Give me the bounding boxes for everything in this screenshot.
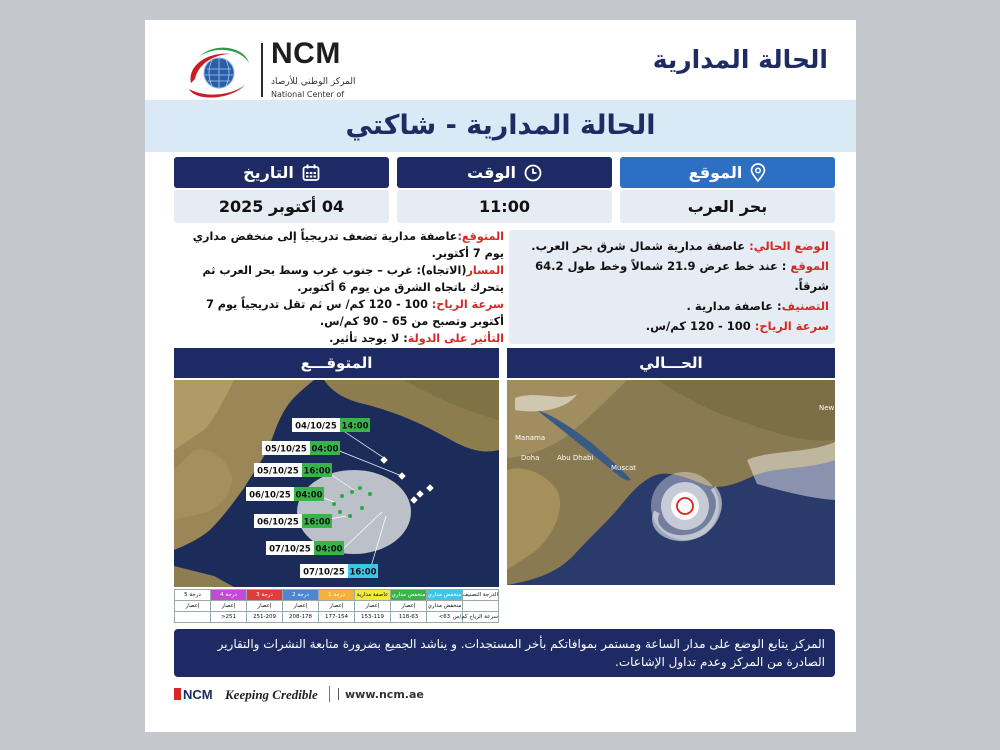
legend-cell: منخفض مداري bbox=[427, 601, 463, 612]
website-link[interactable]: www.ncm.ae bbox=[338, 688, 424, 701]
position-label: الموقع bbox=[790, 259, 829, 273]
status-label: الوضع الحالي: bbox=[749, 239, 829, 253]
intensity-legend-table bbox=[174, 589, 499, 623]
current-map-title: الحـــالي bbox=[507, 348, 835, 378]
legend-row bbox=[175, 612, 499, 623]
forecast-map-title: المتوقـــع bbox=[174, 348, 499, 378]
calendar-icon bbox=[302, 164, 320, 182]
position-text: : عند خط عرض 21.9 شمالاً وخط طول 64.2 شرقاً. bbox=[535, 259, 829, 293]
legend-cell: درجة 2 bbox=[283, 590, 319, 601]
footer-logo-mark-icon bbox=[174, 688, 181, 700]
legend-cell: إعصار bbox=[319, 601, 355, 612]
track-date-4: 06/10/25 bbox=[257, 517, 299, 528]
footer-divider bbox=[329, 686, 330, 702]
current-wind-text: 100 - 120 كم/س. bbox=[645, 319, 751, 333]
satellite-image bbox=[507, 380, 835, 585]
legend-cell: درجة 1 bbox=[319, 590, 355, 601]
legend-cell: منخفض مداري bbox=[427, 590, 463, 601]
legend-cell: 118-63 bbox=[391, 612, 427, 623]
path-text: (الاتجاه): غرب – جنوب غرب وسط بحر العرب ثم يتحرك باتجاه الشرق من يوم 6 أكتوبر. bbox=[202, 264, 504, 294]
public-notice: المركز يتابع الوضع على مدار الساعة ومستمر بموافاتكم بأخر المستجدات. و يناشد الجميع بضرورة متابعة النشرات والتقارير الصادرة من المركز وعدم تداول الإشاعات. bbox=[174, 629, 835, 677]
path-label: المسار bbox=[466, 264, 504, 277]
location-pin-icon bbox=[750, 164, 766, 182]
clock-icon bbox=[524, 164, 542, 182]
classification-label: التصنيف bbox=[781, 299, 829, 313]
legend-cell: 251< bbox=[211, 612, 247, 623]
label-muscat: Muscat bbox=[611, 464, 637, 472]
expected-label: المتوقع: bbox=[457, 230, 504, 243]
legend-cell: درجة 5 bbox=[175, 590, 211, 601]
legend-row bbox=[175, 601, 499, 612]
legend-cell: إعصار bbox=[391, 601, 427, 612]
track-date-2: 05/10/25 bbox=[257, 466, 299, 477]
location-header bbox=[620, 157, 835, 188]
time-label: الوقت bbox=[467, 163, 516, 182]
legend-cell: إعصار bbox=[247, 601, 283, 612]
legend-row bbox=[175, 590, 499, 601]
track-time-2: 16:00 bbox=[303, 466, 331, 477]
forecast-details bbox=[174, 228, 504, 346]
expected-text: عاصفة مدارية تضعف تدريجياً إلى منخفض مداري يوم 7 أكتوبر. bbox=[192, 230, 504, 260]
page-label: الحالة المدارية bbox=[652, 45, 828, 74]
track-time-4: 16:00 bbox=[303, 517, 331, 528]
footer-tagline: Keeping Credible bbox=[225, 687, 318, 702]
date-label: التاريخ bbox=[243, 163, 294, 182]
legend-cell: إعصار bbox=[355, 601, 391, 612]
track-time-0: 14:00 bbox=[341, 421, 369, 432]
legend-cell: منخفض مداري bbox=[391, 590, 427, 601]
legend-cell: 63> bbox=[427, 612, 463, 623]
time-header bbox=[397, 157, 612, 188]
logo-text: NCM bbox=[271, 37, 341, 70]
legend-cell: 208-178 bbox=[283, 612, 319, 623]
track-date-6: 07/10/25 bbox=[303, 567, 345, 578]
forecast-wind-label: سرعة الرياح: bbox=[431, 298, 504, 311]
track-date-5: 07/10/25 bbox=[269, 544, 311, 555]
legend-cell: درجة 3 bbox=[247, 590, 283, 601]
legend-cell bbox=[463, 601, 499, 612]
legend-cell: عاصفة مدارية bbox=[355, 590, 391, 601]
track-time-5: 04:00 bbox=[315, 544, 343, 555]
time-value: 11:00 bbox=[397, 190, 612, 223]
legend-cell: 251-209 bbox=[247, 612, 283, 623]
track-time-3: 04:00 bbox=[295, 490, 323, 501]
footer-logo: NCM bbox=[174, 687, 213, 702]
legend-cell: إعصار bbox=[283, 601, 319, 612]
org-arabic-name: المركز الوطني للأرصاد bbox=[271, 77, 356, 87]
org-english-name: National Center of bbox=[271, 90, 345, 99]
label-doha: Doha bbox=[521, 454, 540, 462]
label-manama: Manama bbox=[515, 434, 546, 442]
track-time-6: 16:00 bbox=[349, 567, 377, 578]
location-value: بحر العرب bbox=[620, 190, 835, 223]
current-status-panel bbox=[509, 230, 835, 344]
forecast-wind-text: 100 - 120 كم/ س ثم تقل تدريجياً يوم 7 أكتوبر وتصبح من 65 – 90 كم/س. bbox=[206, 298, 504, 328]
status-text: عاصفة مدارية شمال شرق بحر العرب. bbox=[531, 239, 746, 253]
track-date-3: 06/10/25 bbox=[249, 490, 291, 501]
impact-label: التأثير على الدولة bbox=[407, 332, 504, 345]
label-new: New bbox=[819, 404, 835, 412]
date-value: 04 أكتوبر 2025 bbox=[174, 190, 389, 223]
globe-emblem-icon bbox=[185, 41, 251, 101]
page-title: الحالة المدارية - شاكتي bbox=[145, 100, 856, 152]
track-date-0: 04/10/25 bbox=[295, 421, 337, 432]
legend-cell: الدرجة التصنيف bbox=[463, 590, 499, 601]
legend-cell: سرعة الرياح كم/س bbox=[463, 612, 499, 623]
legend-cell: 153-119 bbox=[355, 612, 391, 623]
legend-cell bbox=[175, 612, 211, 623]
classification-text: : عاصفة مدارية . bbox=[686, 299, 782, 313]
label-abu-dhabi: Abu Dhabi bbox=[557, 454, 594, 462]
bulletin-card bbox=[145, 20, 856, 732]
ncm-logo bbox=[185, 37, 370, 107]
current-wind-label: سرعة الرياح: bbox=[754, 319, 829, 333]
impact-text: : لا يوجد تأثير. bbox=[329, 332, 408, 345]
track-time-1: 04:00 bbox=[311, 444, 339, 455]
forecast-track-map bbox=[174, 380, 499, 587]
track-date-1: 05/10/25 bbox=[265, 444, 307, 455]
legend-cell: درجة 4 bbox=[211, 590, 247, 601]
location-label: الموقع bbox=[688, 163, 743, 182]
logo-divider bbox=[261, 43, 263, 97]
legend-cell: 177-154 bbox=[319, 612, 355, 623]
date-header bbox=[174, 157, 389, 188]
legend-cell: إعصار bbox=[175, 601, 211, 612]
legend-cell: إعصار bbox=[211, 601, 247, 612]
